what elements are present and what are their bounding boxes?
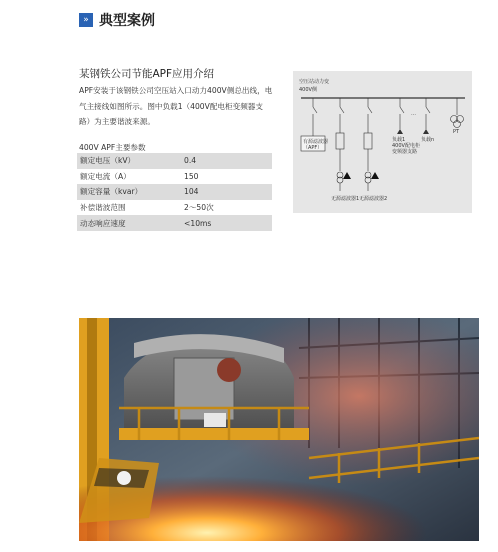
table-row — [77, 215, 272, 231]
param-name: 额定容量（kvar） — [77, 184, 180, 200]
param-name: 额定电流（A） — [80, 171, 131, 181]
steel-furnace-photo — [79, 318, 479, 541]
apf-label: 有源滤波器 — [303, 139, 329, 145]
filter1-label: 无源滤波器1 — [331, 196, 360, 202]
loadn-arrow-icon — [423, 129, 429, 134]
loadn-label: 负载n — [421, 137, 435, 143]
param-name: 动态响应速度 — [77, 215, 180, 231]
ellipsis-label: … — [411, 111, 416, 117]
param-value: <10ms — [180, 215, 272, 231]
param-value: 104 — [180, 184, 272, 200]
table-row — [77, 153, 272, 169]
load1-label: 负载1 — [392, 137, 406, 143]
param-value: 0.4 — [180, 153, 272, 169]
table-row — [77, 184, 272, 200]
case-intro: APF安装于该钢铁公司空压站入口动力400V侧总出线，电气主接线如图所示。图中负载1（400V配电柜变频器支路）为主要谐波来源。 — [79, 86, 273, 126]
filter2-label: 无源滤波器2 — [359, 196, 388, 202]
filter1-arrow-icon — [343, 172, 351, 179]
section-heading: 典型案例 — [99, 13, 155, 29]
wiring-diagram — [293, 71, 472, 213]
load1-arrow-icon — [397, 129, 403, 134]
table-row — [77, 169, 272, 185]
param-name: 额定电压（kV） — [77, 153, 180, 169]
section-header — [79, 10, 155, 30]
bus-voltage-label: 400V侧 — [299, 87, 317, 93]
wiring-diagram-svg — [293, 71, 472, 213]
pt-label: PT — [453, 129, 460, 135]
table-row — [77, 200, 272, 216]
filter2-arrow-icon — [371, 172, 379, 179]
apf-label-sub: （APF） — [303, 145, 323, 151]
params-title: 400V APF主要参数 — [79, 143, 146, 152]
param-value: 150 — [184, 171, 199, 181]
param-name: 补偿谐波范围 — [80, 203, 126, 213]
bus-label: 空压站动力变 — [299, 79, 330, 85]
steel-furnace-photo-svg — [79, 318, 479, 541]
param-value: 2～50次 — [184, 203, 214, 213]
case-title: 某钢铁公司节能APF应用介绍 — [79, 68, 215, 80]
params-table — [77, 153, 272, 231]
load1-sub-label-2: 变频器支路 — [392, 149, 418, 155]
load1-sub-label: 400V配电柜 — [392, 143, 420, 149]
double-chevron-right-icon: » — [79, 13, 93, 27]
